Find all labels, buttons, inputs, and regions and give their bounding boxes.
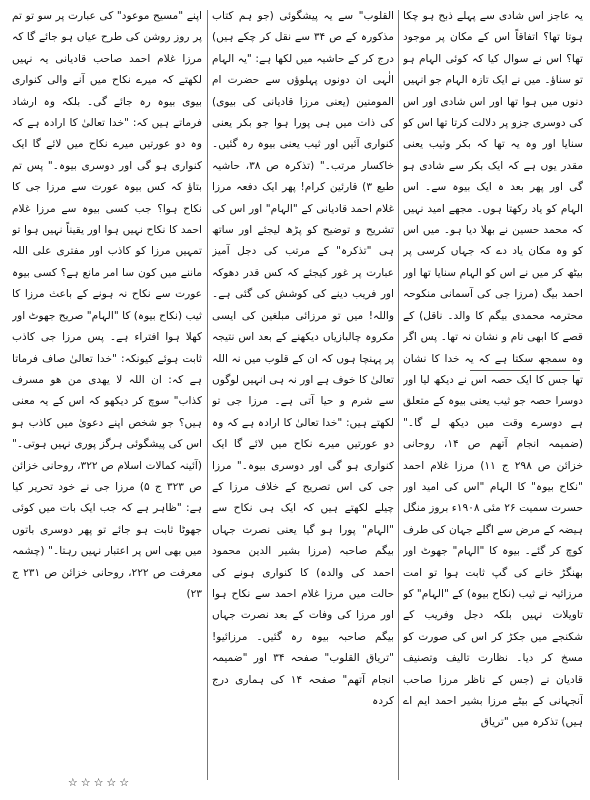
column-divider-right <box>398 10 399 780</box>
section-end-stars: ☆☆☆☆☆ <box>67 776 133 789</box>
right-column <box>403 6 583 786</box>
column-divider-left <box>207 10 208 780</box>
strike-line <box>470 370 580 371</box>
right-column-text: یہ عاجز اس شادی سے پہلے ذبح ہو چکا ہوتا تھا؟ اتفاقاً اس کے مکان پر موجود تھا؟ اس نے سوال کیا کہ کوئی الہام ہو تو سناؤ۔ میں نے ایک تازہ الہام جو انہیں دنوں میں ہوا تھا اور اس شادی اور اس کی دوسری جزو پر دلالت کرتا تھا اس کو سنایا اور وہ یہ تھا کہ بکر وثیب یعنی مقدر یوں ہے کہ ایک بکر سے شادی ہو گی اور پھر بعد ہ ایک بیوہ سے۔ اس الہام کو یاد رکھتا ہوں۔ مجھے امید نہیں کہ محمد حسین نے بھلا دیا ہو۔ میں اس کو وہ مکان یاد دے کہ جہاں کرسی پر بیٹھ کر میں نے اس کو الہام سنایا تھا اور احمد بیگ (مرزا جی کی آسمانی منکوحہ محترمہ محمدی بیگم کا والد۔ ناقل) کے قصے کا ابھی نام و نشان نہ تھا۔ پس اگر وہ سمجھ سکتا ہے کہ یہ خدا کا نشان تھا جس کا ایک حصہ اس نے دیکھ لیا اور دوسرا حصہ جو ثیب یعنی بیوہ کے متعلق ہے دوسرے وقت میں دیکھ لے گا۔" (ضمیمہ انجام آتھم ص ۱۴، روحانی خزائن ص ۲۹۸ ج ۱۱) مرزا غلام احمد "نکاح بیوہ" کا الہام "اس کی امید اور حسرت سمیت ۲۶ مئی ۱۹۰۸ء بروز منگل ہیضہ کے مرض سے اگلے جہان کی طرف کوچ کر گئے۔ بیوہ کا "الہام" جھوٹ اور بھنگڑ خانے کی گپ ثابت ہوا تو امت مرزائیہ نے ثیب (نکاح بیوہ) کے "الہام" کو تاویلات نہیں بلکہ دجل وفریب کے شکنجے میں جکڑ کر اس کی صورت کو مسخ کر دیا۔ نظارت تالیف وتصنیف قادیان نے (جس کے ناظر مرزا صاحب آنجہانی کے بیٹے مرزا بشیر احمد ایم اے ہیں) تذکرہ میں "تریاق <box>403 10 583 729</box>
middle-column-text: القلوب" سے یہ پیشگوئی (جو ہم کتاب مذکورہ کے ص ۳۴ سے نقل کر چکے ہیں) درج کر کے حاشیہ میں لکھا ہے: "یہ الہام الٰہی ان دونوں پہلوؤں سے حضرت ام المومنین (یعنی مرزا قادیانی کی بیوی) کی ذات میں ہی پورا ہوا جو بکر یعنی کنواری آئیں اور ثیب یعنی بیوہ رہ گئیں۔ خاکسار مرتب۔" (تذکرہ ص ۳۸، حاشیہ طبع ۳) قارئین کرام! پھر ایک دفعہ مرزا غلام احمد قادیانی کے "الہام" اور اس کی تشریح و توضیح کو پڑھ لیجئے اور ساتھ ہی "تذکرہ" کے مرتب کی دجل آمیز عبارت پر غور کیجئے کہ کس قدر دھوکہ اور فریب دینے کی کوشش کی گئی ہے۔ واللہ! میں تو مرزائی مبلغین کی ایسی مکروہ چالبازیاں دیکھنے کے بعد اس نتیجہ پر پہنچا ہوں کہ ان کے قلوب میں نہ اللہ تعالیٰ کا خوف ہے اور نہ ہی انہیں لوگوں سے شرم و حیا آتی ہے۔ مرزا جی تو لکھتے ہیں: "خدا تعالیٰ کا ارادہ ہے کہ وہ دو عورتیں میرے نکاح میں لائے گا ایک کنواری ہو گی اور دوسری بیوہ۔" مرزا جی کی اس تصریح کے خلاف مرزا کے چیلے لکھتے ہیں کہ ایک ہی نکاح سے "الہام" پورا ہو گیا یعنی نصرت جہاں بیگم صاحبہ (مرزا بشیر الدین محمود احمد کی والدہ) کا کنواری ہونے کی حالت میں مرزا غلام احمد سے نکاح ہوا اور مرزا کی وفات کے بعد نصرت جہاں بیگم صاحبہ بیوہ رہ گئیں۔ مرزائیو! "تریاق القلوب" صفحہ ۳۴ اور "ضمیمہ انجام آتھم" صفحہ ۱۴ کی ہماری درج کردہ <box>212 10 394 707</box>
left-column <box>12 6 202 786</box>
middle-column <box>212 6 394 786</box>
left-column-text: اپنے "مسیح موعود" کی عبارت پر سو تو تم پر روز روشن کی طرح عیاں ہو جائے گا کہ مرزا غلام احمد صاحب قادیانی یہ نہیں لکھتے کہ میرے نکاح میں آنے والی کنواری بیوی بیوہ رہ جائے گی۔ بلکہ وہ ارشاد فرماتے ہیں کہ: "خدا تعالیٰ کا ارادہ ہے کہ وہ دو عورتیں میرے نکاح میں لائے گا ایک کنواری ہو گی اور دوسری بیوہ۔" پس تم بتاؤ کہ کس بیوہ عورت سے مرزا جی کا نکاح ہوا؟ جب کسی بیوہ سے مرزا غلام احمد کا نکاح نہیں ہوا اور یقیناً نہیں ہوا تو تمہیں مرزا کو کاذب اور مفتری علی اللہ ماننے میں کون سا امر مانع ہے؟ کسی بیوہ عورت سے نکاح نہ ہونے کے باعث مرزا کا ثیب (نکاح بیوہ) کا "الہام" صریح جھوٹ اور کھلا ہوا افتراء ہے۔ پس مرزا جی کاذب ثابت ہوئے کیونکہ: "خدا تعالیٰ صاف فرماتا ہے کہ: ان اللہ لا یھدی من ھو مسرف کذاب" سوچ کر دیکھو کہ اس کے یہ معنی ہیں؟ جو شخص اپنے دعویٰ میں کاذب ہو اس کی پیشگوئی ہرگز پوری نہیں ہوتی۔" (آئینہ کمالات اسلام ص ۳۲۲، روحانی خزائن ص ۳۲۳ ج ۵) مرزا جی نے خود تحریر کیا ہے: "ظاہر ہے کہ جب ایک بات میں کوئی جھوٹا ثابت ہو جائے تو پھر دوسری باتوں میں بھی اس پر اعتبار نہیں رہتا۔" (چشمہ معرفت ص ۲۲۲، روحانی خزائن ص ۲۳۱ ج ۲۳) <box>12 10 202 600</box>
